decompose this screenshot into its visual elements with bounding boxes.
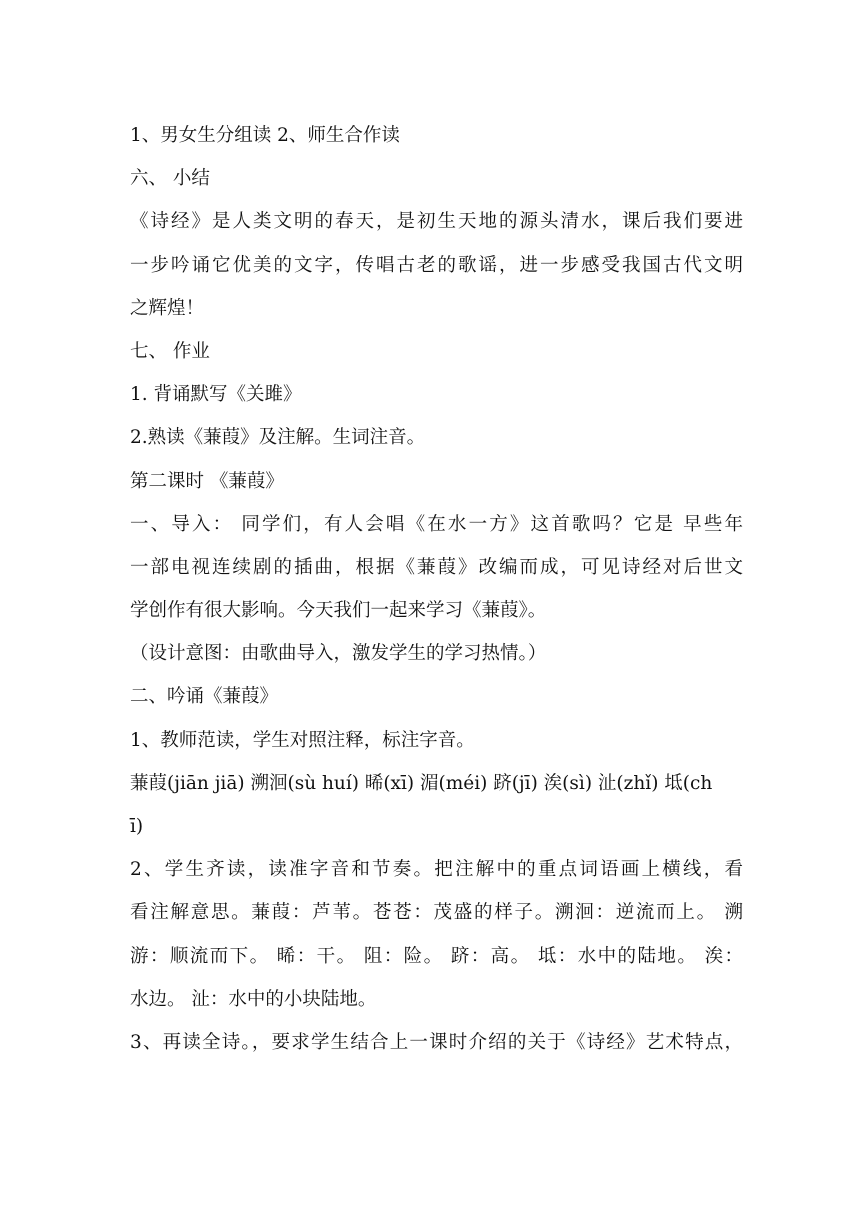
text-line-11: 一部电视连续剧的插曲，根据《蒹葭》改编而成，可见诗经对后世文 xyxy=(130,556,743,578)
section-heading-recite: 二、吟诵《蒹葭》 xyxy=(130,686,279,708)
text-line-10: 一、导入： 同学们，有人会唱《在水一方》这首歌吗？它是 早些年 xyxy=(130,513,743,535)
document-page xyxy=(130,114,743,1064)
text-line-15: 1、教师范读，学生对照注释，标注字音。 xyxy=(130,729,475,751)
text-line-1: 1、男女生分组读 2、师生合作读 xyxy=(130,125,400,146)
text-line-21: 水边。 沚：水中的小块陆地。 xyxy=(130,988,377,1010)
text-line-8: 2.熟读《蒹葭》及注解。生词注音。 xyxy=(130,427,426,449)
text-line-3: 《诗经》是人类文明的春天，是初生天地的源头清水，课后我们要进 xyxy=(130,211,743,233)
section-heading-summary: 六、 小结 xyxy=(130,168,210,190)
text-line-22: 3、再读全诗。，要求学生结合上一课时介绍的关于《诗经》艺术特点， xyxy=(130,1031,743,1053)
lesson-two-title: 第二课时 《蒹葭》 xyxy=(130,470,284,492)
text-line-20: 游：顺流而下。 晞：干。 阻：险。 跻：高。 坻：水中的陆地。 涘： xyxy=(130,945,743,967)
pinyin-line: 蒹葭(jiān jiā) 溯洄(sù huí) 晞(xī) 湄(méi) 跻(jī) 涘(sì) 沚(zhǐ) 坻(ch xyxy=(130,772,713,794)
text-line-19: 看注解意思。蒹葭：芦苇。苍苍：茂盛的样子。溯洄：逆流而上。 溯 xyxy=(130,902,743,924)
text-line-7: 1. 背诵默写《关雎》 xyxy=(130,384,302,406)
text-line-12: 学创作有很大影响。今天我们一起来学习《蒹葭》。 xyxy=(130,600,547,622)
pinyin-line-continued: ī) xyxy=(130,816,144,837)
section-heading-homework: 七、 作业 xyxy=(130,340,210,362)
text-line-13: （设计意图：由歌曲导入，激发学生的学习热情。） xyxy=(130,643,547,665)
text-line-18: 2、学生齐读，读准字音和节奏。把注解中的重点词语画上横线，看 xyxy=(130,859,743,881)
text-line-4: 一步吟诵它优美的文字，传唱古老的歌谣，进一步感受我国古代文明 xyxy=(130,254,743,276)
text-line-5: 之辉煌！ xyxy=(130,297,205,319)
